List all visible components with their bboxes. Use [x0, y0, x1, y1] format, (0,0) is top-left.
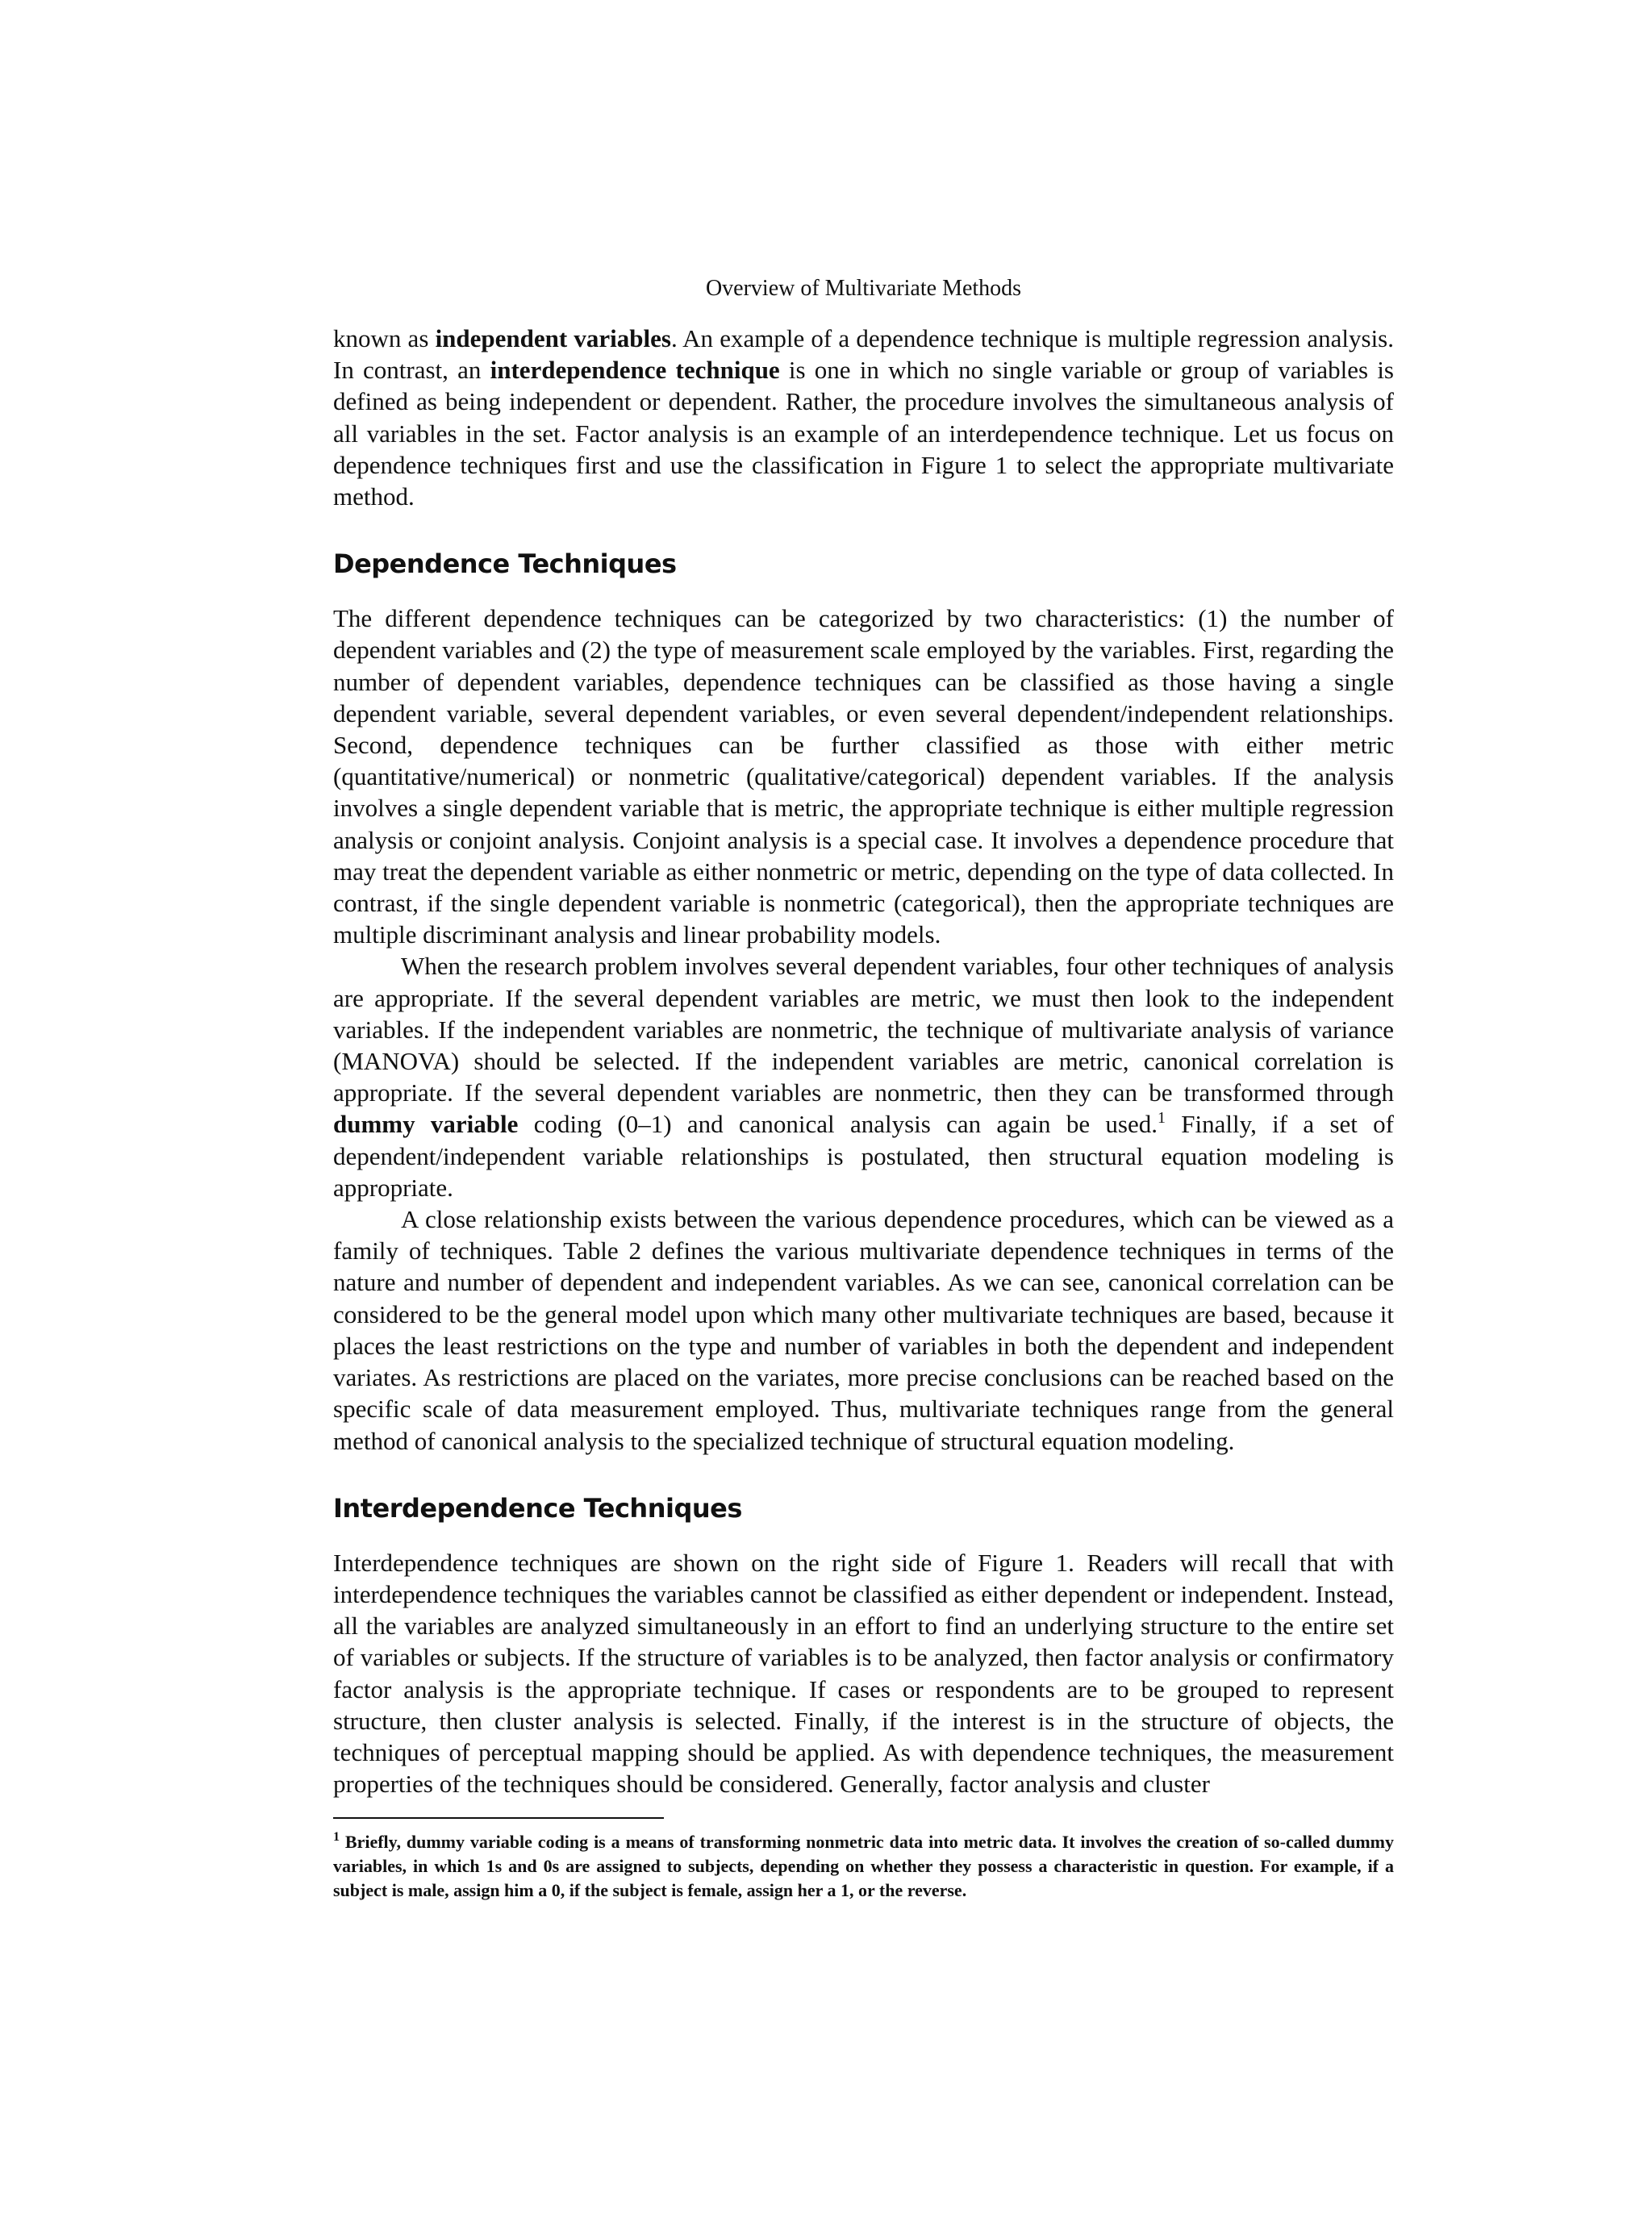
footnote-marker: 1 — [333, 1830, 340, 1844]
footnote-1 — [333, 1830, 1394, 1903]
dependence-p2-text-2: coding (0–1) and canonical analysis can again be used. — [518, 1110, 1158, 1139]
footnote-divider — [333, 1817, 664, 1819]
page-body — [333, 274, 1394, 1799]
dependence-paragraph-1: The different dependence techniques can be categorized by two characteristics: (1) the number of dependent variables and (2) the type of measurement scale employed by the variables. First, regarding the number of dependent variables, dependence techniques can be classified as those having a single dependent variable, several dependent variables, or even several dependent/independent relationships. Second, dependence techniques can be further classified as those with either metric (quantitative/numerical) or nonmetric (qualitative/categorical) dependent variables. If the analysis involves a single dependent variable that is metric, the appropriate technique is either multiple regression analysis or conjoint analysis. Conjoint analysis is a special case. It involves a dependence procedure that may treat the dependent variable as either nonmetric or metric, depending on the type of data collected. In contrast, if the single dependent variable is nonmetric (categorical), then the appropriate techniques are multiple discriminant analysis and linear probability models. — [333, 604, 1394, 949]
dependence-p2-text-3: Finally, if a set of dependent/independent variable relationships is postulated, then structural equation modeling is appropriate. — [333, 1110, 1394, 1202]
heading-interdependence-techniques: Interdependence Techniques — [333, 1492, 742, 1524]
footnote-text: Briefly, dummy variable coding is a means of transforming nonmetric data into metric data. It involves the creation of so-called dummy variables, in which 1s and 0s are assigned to subjects, depending on whether they possess a characteristic in question. For example, if a subject is male, assign him a 0, if the subject is female, assign her a 1, or the reverse. — [333, 1832, 1394, 1900]
footnotes — [333, 1817, 1394, 1903]
interdependence-paragraph-1: Interdependence techniques are shown on the right side of Figure 1. Readers will recall that with interdependence techniques the variables cannot be classified as either dependent or independent. Instead, all the variables are analyzed simultaneously in an effort to find an underlying structure to the entire set of variables or subjects. If the structure of variables is to be analyzed, then factor analysis or confirmatory factor analysis is the appropriate technique. If cases or respondents are to be grouped to represent structure, then cluster analysis is selected. Finally, if the interest is in the structure of objects, the techniques of perceptual mapping should be applied. As with dependence techniques, the measurement properties of the techniques should be considered. Generally, factor analysis and cluster — [333, 1548, 1394, 1799]
footnote-reference-1: 1 — [1157, 1109, 1166, 1128]
intro-text-1: known as — [333, 324, 436, 352]
heading-dependence-techniques: Dependence Techniques — [333, 548, 677, 580]
term-dummy-variable: dummy variable — [333, 1110, 519, 1139]
intro-paragraph — [333, 323, 1394, 512]
dependence-paragraph-2 — [333, 950, 1394, 1203]
intro-text-2: . An example of a dependence technique is multiple regression analysis. In contrast, an — [333, 324, 1395, 385]
dependence-paragraph-3: A close relationship exists between the various dependence procedures, which can be viewed as a family of techniques. Table 2 defines the various multivariate dependence techniques in terms of the nature and number of dependent and independent variables. As we can see, canonical correlation can be considered to be the general model upon which many other multivariate techniques are based, because it places the least restrictions on the type and number of variables in both the dependent and independent variates. As restrictions are placed on the variates, more precise conclusions can be reached based on the specific scale of data measurement employed. Thus, multivariate techniques range from the general method of canonical analysis to the specialized technique of structural equation modeling. — [333, 1205, 1394, 1455]
intro-text-3: is one in which no single variable or group of variables is defined as being independent or dependent. Rather, the procedure involves the simultaneous analysis of all variables in the set. Factor analysis is an example of an interdependence technique. Let us focus on dependence techniques first and use the classification in Figure 1 to select the appropriate multivariate method. — [333, 356, 1394, 511]
term-independent-variables: independent variables — [435, 324, 671, 352]
term-interdependence-technique: interdependence technique — [490, 356, 780, 385]
running-head: Overview of Multivariate Methods — [705, 276, 1022, 301]
dependence-p2-text-1: When the research problem involves several dependent variables, four other techniques of analysis are appropriate. If the several dependent variables are metric, we must then look to the independent variables. If the independent variables are nonmetric, the technique of multivariate analysis of variance (MANOVA) should be selected. If the independent variables are metric, canonical correlation is appropriate. If the several dependent variables are nonmetric, then they can be transformed through — [333, 952, 1394, 1107]
